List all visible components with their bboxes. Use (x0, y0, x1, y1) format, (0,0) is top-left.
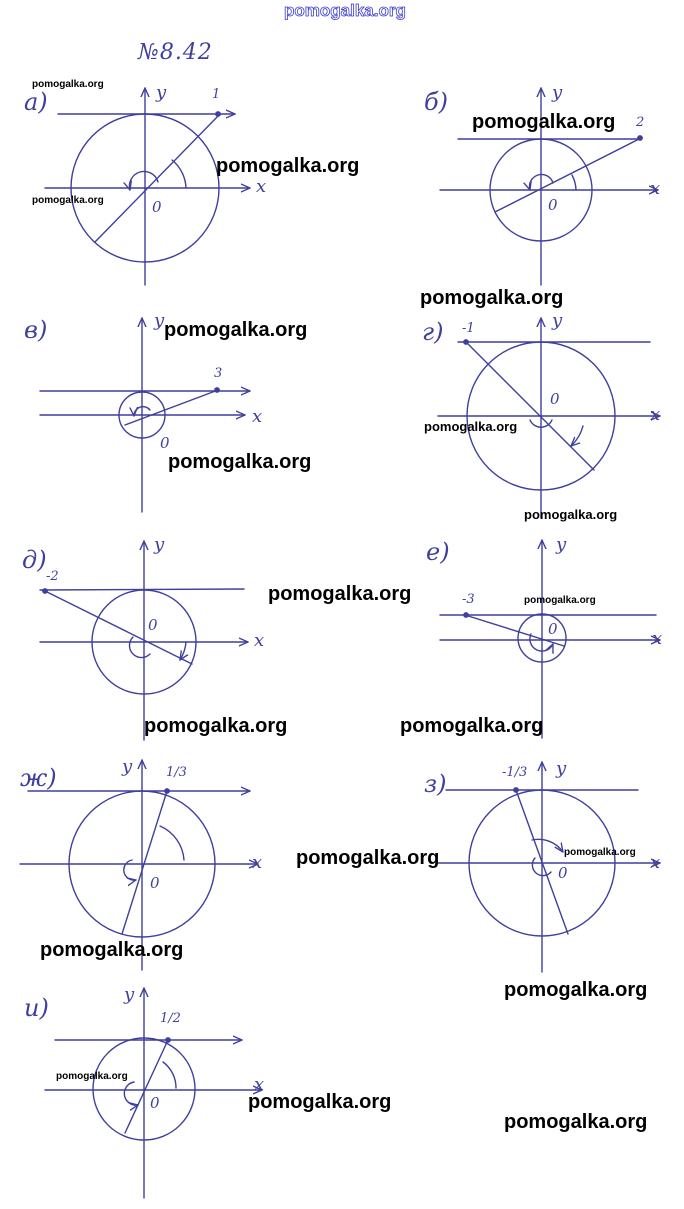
diagram-z (438, 758, 660, 972)
value-label: -1/3 (502, 765, 528, 780)
y-axis-label: y (552, 310, 563, 331)
angle-arc-small (129, 637, 150, 658)
origin-label: 0 (150, 874, 160, 892)
panel-letter: з) (424, 770, 447, 798)
watermark: pomogalka.org (216, 155, 360, 177)
value-label: -2 (46, 569, 59, 584)
panel-letter: и) (24, 994, 49, 1022)
value-point (216, 112, 220, 116)
value-label: 1/2 (160, 1011, 181, 1026)
diagram-a (45, 88, 250, 285)
angle-arc (180, 642, 186, 660)
value-label: 1/3 (166, 765, 187, 780)
angle-ray (95, 114, 220, 242)
origin-label: 0 (548, 196, 558, 214)
angle-ray (122, 791, 167, 934)
watermark: pomogalka.org (524, 595, 596, 606)
value-point (514, 788, 518, 792)
value-point (215, 388, 219, 392)
watermark: pomogalka.org (504, 1111, 648, 1133)
watermark: pomogalka.org (164, 319, 308, 341)
angle-arc (163, 1062, 176, 1088)
y-axis-label: y (154, 310, 165, 331)
x-axis-label: x (254, 630, 265, 651)
angle-arc (160, 826, 184, 860)
panel-letter: б) (424, 88, 449, 116)
y-axis-label: y (124, 984, 135, 1005)
angle-ray (466, 342, 594, 470)
diagram-g (438, 318, 660, 518)
header-watermark: pomogalka.org (284, 1, 406, 20)
watermark: pomogalka.org (524, 507, 618, 522)
origin-label: 0 (150, 1094, 160, 1112)
angle-arc (571, 426, 583, 446)
angle-arc (172, 160, 186, 188)
value-label: 3 (214, 366, 223, 381)
tangent-line (40, 589, 244, 590)
value-point (638, 136, 642, 140)
diagram-v (40, 318, 250, 512)
x-axis-label: x (650, 178, 661, 199)
watermark: pomogalka.org (504, 979, 648, 1001)
watermark: pomogalka.org (400, 715, 544, 737)
problem-number: №8.42 (138, 40, 213, 65)
y-axis-label: y (556, 758, 567, 779)
angle-arc-small (124, 1082, 138, 1105)
watermark: pomogalka.org (268, 583, 412, 605)
y-axis-label: y (154, 534, 165, 555)
diagram-i (45, 984, 265, 1198)
y-axis-label: y (156, 82, 167, 103)
diagram-e (440, 540, 663, 738)
watermark: pomogalka.org (296, 847, 440, 869)
x-axis-label: x (252, 852, 263, 873)
watermark: pomogalka.org (40, 939, 184, 961)
watermark: pomogalka.org (32, 79, 104, 90)
value-label: -3 (462, 592, 475, 607)
value-point (43, 589, 47, 593)
angle-ray (495, 138, 641, 212)
watermark: pomogalka.org (420, 287, 564, 309)
x-axis-label: x (252, 406, 263, 427)
origin-label: 0 (558, 864, 568, 882)
panel-letter: а) (24, 88, 48, 116)
watermark: pomogalka.org (472, 111, 616, 133)
origin-label: 0 (160, 434, 170, 452)
watermark: pomogalka.org (248, 1091, 392, 1113)
panel-letter: г) (422, 318, 444, 346)
panel-letter: е) (426, 538, 450, 566)
watermark: pomogalka.org (56, 1071, 128, 1082)
y-axis-label: y (552, 82, 563, 103)
angle-arc (572, 175, 576, 190)
origin-label: 0 (152, 198, 162, 216)
value-label: 1 (212, 87, 221, 102)
origin-label: 0 (548, 620, 558, 638)
angle-ray (125, 1040, 168, 1133)
value-label: 2 (636, 115, 645, 130)
x-axis-label: x (650, 852, 661, 873)
angle-ray (45, 591, 192, 664)
y-axis-label: y (556, 534, 567, 555)
diagram-d (40, 541, 248, 740)
value-point (464, 613, 468, 617)
value-point (464, 340, 468, 344)
value-point (165, 789, 169, 793)
watermark: pomogalka.org (144, 715, 288, 737)
watermark: pomogalka.org (424, 419, 518, 434)
origin-label: 0 (148, 616, 158, 634)
watermark: pomogalka.org (564, 847, 636, 858)
x-axis-label: x (650, 404, 661, 425)
watermark: pomogalka.org (168, 451, 312, 473)
x-axis-label: x (256, 176, 267, 197)
angle-arc-small (124, 860, 136, 880)
y-axis-label: y (122, 756, 133, 777)
panel-letter: в) (24, 316, 48, 344)
x-axis-label: x (254, 1074, 265, 1095)
value-point (166, 1038, 170, 1042)
watermark: pomogalka.org (32, 195, 104, 206)
angle-arc-small (129, 171, 158, 190)
x-axis-label: x (652, 628, 663, 649)
panel-letter: ж) (20, 764, 57, 792)
panel-letter: д) (22, 546, 47, 574)
origin-label: 0 (550, 390, 560, 408)
value-label: -1 (462, 321, 475, 336)
